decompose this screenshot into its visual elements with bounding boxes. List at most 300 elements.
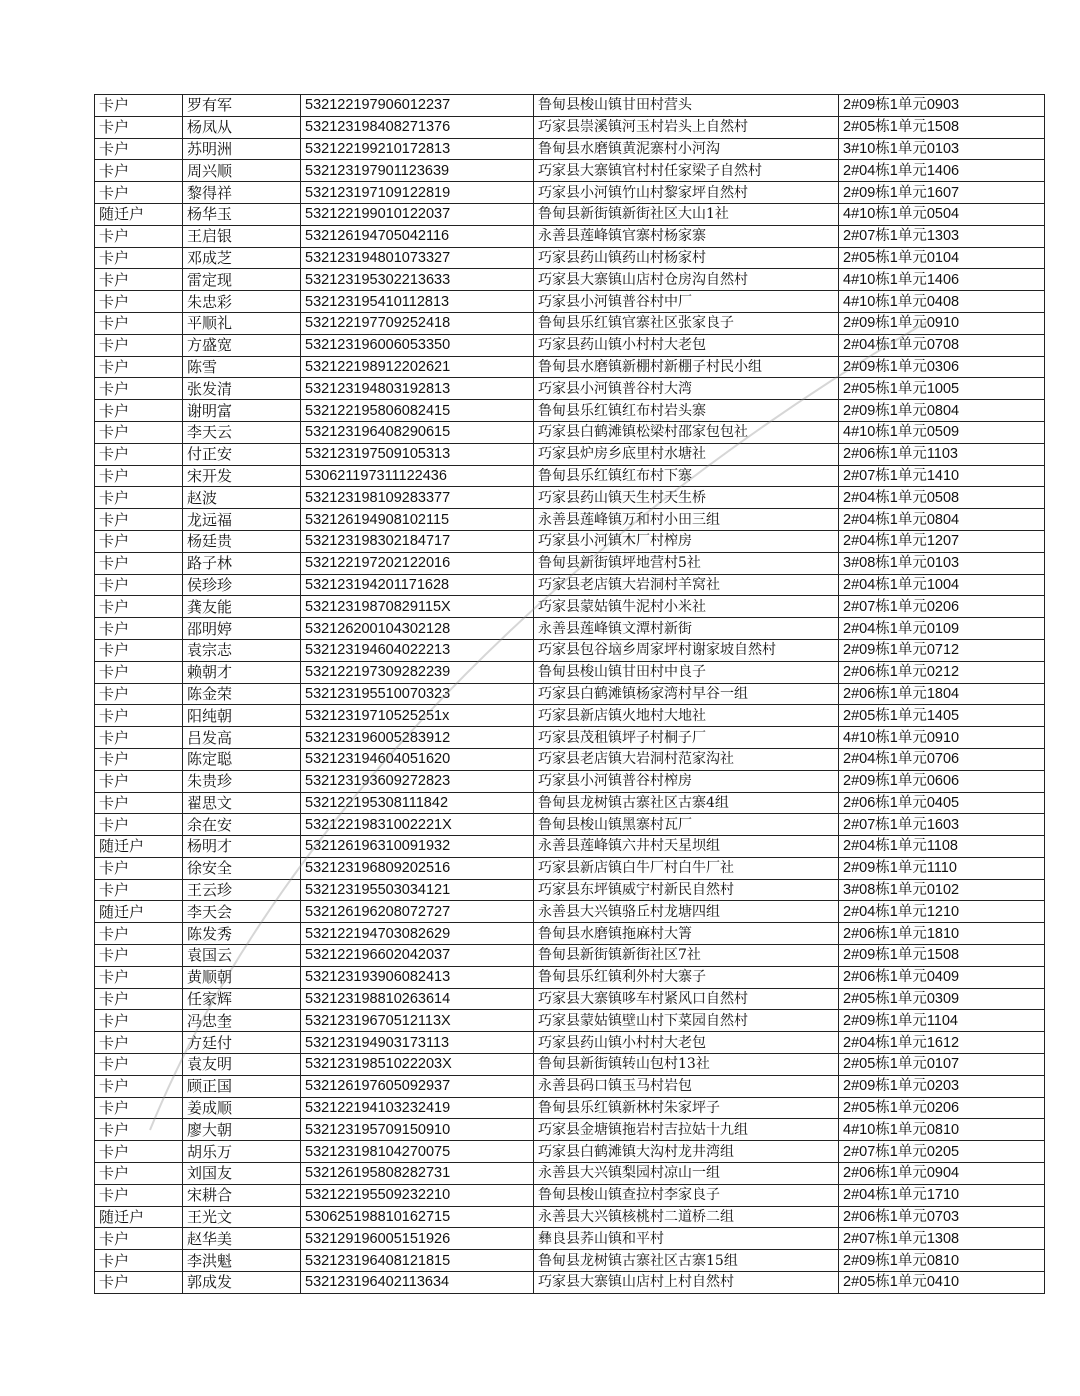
household-type-cell: 卡户 bbox=[95, 182, 183, 204]
household-type-cell: 卡户 bbox=[95, 618, 183, 640]
id-number-cell: 532123196408121815 bbox=[301, 1250, 534, 1272]
address-cell: 永善县码口镇玉马村岩包 bbox=[534, 1075, 839, 1097]
table-row bbox=[95, 1228, 1045, 1250]
table-body bbox=[95, 95, 1045, 1294]
id-number-cell: 532123197901123639 bbox=[301, 160, 534, 182]
name-cell: 朱忠彩 bbox=[183, 291, 301, 313]
table-row bbox=[95, 923, 1045, 945]
table-row bbox=[95, 683, 1045, 705]
address-cell: 永善县莲峰镇文潭村新街 bbox=[534, 618, 839, 640]
household-type-cell: 卡户 bbox=[95, 574, 183, 596]
household-type-cell: 卡户 bbox=[95, 443, 183, 465]
table-row bbox=[95, 182, 1045, 204]
id-number-cell: 532123196005283912 bbox=[301, 727, 534, 749]
household-type-cell: 随迁户 bbox=[95, 836, 183, 858]
table-row bbox=[95, 814, 1045, 836]
name-cell: 朱贵珍 bbox=[183, 770, 301, 792]
household-type-cell: 卡户 bbox=[95, 748, 183, 770]
room-cell: 2#09栋1单元0712 bbox=[839, 639, 1045, 661]
id-number-cell: 53212319851022203X bbox=[301, 1054, 534, 1076]
address-cell: 巧家县白鹤滩镇松梁村邵家包包社 bbox=[534, 421, 839, 443]
room-cell: 2#09栋1单元1104 bbox=[839, 1010, 1045, 1032]
address-cell: 巧家县新店镇火地村大地社 bbox=[534, 705, 839, 727]
table-row bbox=[95, 1272, 1045, 1294]
name-cell: 郭成发 bbox=[183, 1272, 301, 1294]
room-cell: 2#04栋1单元1207 bbox=[839, 530, 1045, 552]
address-cell: 巧家县新店镇白牛厂村白牛厂社 bbox=[534, 857, 839, 879]
household-type-cell: 卡户 bbox=[95, 1163, 183, 1185]
table-row bbox=[95, 857, 1045, 879]
room-cell: 2#04栋1单元1710 bbox=[839, 1184, 1045, 1206]
household-type-cell: 卡户 bbox=[95, 945, 183, 967]
address-cell: 巧家县包谷垴乡周家坪村谢家坡自然村 bbox=[534, 639, 839, 661]
name-cell: 刘国友 bbox=[183, 1163, 301, 1185]
room-cell: 2#05栋1单元0410 bbox=[839, 1272, 1045, 1294]
room-cell: 2#04栋1单元1406 bbox=[839, 160, 1045, 182]
room-cell: 2#07栋1单元0206 bbox=[839, 596, 1045, 618]
address-cell: 永善县莲峰镇官寨村杨家寨 bbox=[534, 225, 839, 247]
table-row bbox=[95, 291, 1045, 313]
address-cell: 巧家县大寨镇山店村仓房沟自然村 bbox=[534, 269, 839, 291]
address-cell: 巧家县茂租镇坪子村桐子厂 bbox=[534, 727, 839, 749]
household-type-cell: 卡户 bbox=[95, 1184, 183, 1206]
table-row bbox=[95, 1032, 1045, 1054]
room-cell: 2#09栋1单元1508 bbox=[839, 945, 1045, 967]
address-cell: 巧家县小河镇竹山村黎家坪自然村 bbox=[534, 182, 839, 204]
table-row bbox=[95, 552, 1045, 574]
room-cell: 2#05栋1单元1508 bbox=[839, 116, 1045, 138]
household-type-cell: 随迁户 bbox=[95, 203, 183, 225]
household-type-cell: 卡户 bbox=[95, 312, 183, 334]
household-type-cell: 卡户 bbox=[95, 116, 183, 138]
room-cell: 2#04栋1单元1210 bbox=[839, 901, 1045, 923]
name-cell: 袁宗志 bbox=[183, 639, 301, 661]
household-type-cell: 卡户 bbox=[95, 509, 183, 531]
name-cell: 袁国云 bbox=[183, 945, 301, 967]
name-cell: 冯忠奎 bbox=[183, 1010, 301, 1032]
id-number-cell: 532126194705042116 bbox=[301, 225, 534, 247]
name-cell: 王光文 bbox=[183, 1206, 301, 1228]
room-cell: 4#10栋1单元0910 bbox=[839, 727, 1045, 749]
room-cell: 2#06栋1单元1103 bbox=[839, 443, 1045, 465]
address-cell: 鲁甸县新街镇新街社区大山1社 bbox=[534, 203, 839, 225]
household-type-cell: 卡户 bbox=[95, 334, 183, 356]
name-cell: 顾正国 bbox=[183, 1075, 301, 1097]
address-cell: 巧家县大寨镇哆车村紧风口自然村 bbox=[534, 988, 839, 1010]
name-cell: 徐安全 bbox=[183, 857, 301, 879]
id-number-cell: 532122197906012237 bbox=[301, 95, 534, 117]
id-number-cell: 532126200104302128 bbox=[301, 618, 534, 640]
name-cell: 黎得祥 bbox=[183, 182, 301, 204]
table-row bbox=[95, 160, 1045, 182]
room-cell: 2#06栋1单元1810 bbox=[839, 923, 1045, 945]
table-row bbox=[95, 1141, 1045, 1163]
room-cell: 2#07栋1单元1410 bbox=[839, 465, 1045, 487]
room-cell: 2#09栋1单元0606 bbox=[839, 770, 1045, 792]
address-cell: 鲁甸县梭山镇查拉村李家良子 bbox=[534, 1184, 839, 1206]
table-row bbox=[95, 1054, 1045, 1076]
table-row bbox=[95, 443, 1045, 465]
room-cell: 2#09栋1单元0903 bbox=[839, 95, 1045, 117]
table-row bbox=[95, 1010, 1045, 1032]
table-row bbox=[95, 727, 1045, 749]
room-cell: 3#08栋1单元0102 bbox=[839, 879, 1045, 901]
address-cell: 鲁甸县龙树镇古寨社区古寨4组 bbox=[534, 792, 839, 814]
room-cell: 2#06栋1单元0212 bbox=[839, 661, 1045, 683]
table-row bbox=[95, 138, 1045, 160]
household-type-cell: 卡户 bbox=[95, 1097, 183, 1119]
room-cell: 2#06栋1单元0703 bbox=[839, 1206, 1045, 1228]
id-number-cell: 532122196602042037 bbox=[301, 945, 534, 967]
room-cell: 2#09栋1单元1607 bbox=[839, 182, 1045, 204]
address-cell: 鲁甸县梭山镇甘田村营头 bbox=[534, 95, 839, 117]
address-cell: 巧家县白鹤滩镇大沟村龙井湾组 bbox=[534, 1141, 839, 1163]
table-row bbox=[95, 1119, 1045, 1141]
table-row bbox=[95, 530, 1045, 552]
table-row bbox=[95, 378, 1045, 400]
address-cell: 巧家县药山镇小村村大老包 bbox=[534, 1032, 839, 1054]
name-cell: 王云珍 bbox=[183, 879, 301, 901]
address-cell: 巧家县蒙姑镇牛泥村小米社 bbox=[534, 596, 839, 618]
household-type-cell: 卡户 bbox=[95, 356, 183, 378]
room-cell: 4#10栋1单元0810 bbox=[839, 1119, 1045, 1141]
table-row bbox=[95, 269, 1045, 291]
table-row bbox=[95, 945, 1045, 967]
room-cell: 2#06栋1单元0409 bbox=[839, 966, 1045, 988]
room-cell: 2#09栋1单元0810 bbox=[839, 1250, 1045, 1272]
table-row bbox=[95, 988, 1045, 1010]
table-row bbox=[95, 247, 1045, 269]
table-row bbox=[95, 225, 1045, 247]
room-cell: 2#09栋1单元0804 bbox=[839, 400, 1045, 422]
table-row bbox=[95, 487, 1045, 509]
room-cell: 2#05栋1单元1005 bbox=[839, 378, 1045, 400]
id-number-cell: 532122197202122016 bbox=[301, 552, 534, 574]
household-type-cell: 卡户 bbox=[95, 1010, 183, 1032]
room-cell: 4#10栋1单元0509 bbox=[839, 421, 1045, 443]
id-number-cell: 532122195509232210 bbox=[301, 1184, 534, 1206]
name-cell: 姜成顺 bbox=[183, 1097, 301, 1119]
table-row bbox=[95, 1250, 1045, 1272]
id-number-cell: 532126196310091932 bbox=[301, 836, 534, 858]
household-type-cell: 卡户 bbox=[95, 639, 183, 661]
id-number-cell: 532123194803192813 bbox=[301, 378, 534, 400]
household-type-cell: 卡户 bbox=[95, 247, 183, 269]
room-cell: 4#10栋1单元0504 bbox=[839, 203, 1045, 225]
household-type-cell: 卡户 bbox=[95, 1141, 183, 1163]
id-number-cell: 532123194604051620 bbox=[301, 748, 534, 770]
id-number-cell: 532122195308111842 bbox=[301, 792, 534, 814]
table-row bbox=[95, 400, 1045, 422]
address-cell: 巧家县炉房乡底里村水塘社 bbox=[534, 443, 839, 465]
table-row bbox=[95, 116, 1045, 138]
name-cell: 张发清 bbox=[183, 378, 301, 400]
id-number-cell: 532123198302184717 bbox=[301, 530, 534, 552]
room-cell: 2#09栋1单元0306 bbox=[839, 356, 1045, 378]
household-type-cell: 卡户 bbox=[95, 225, 183, 247]
id-number-cell: 532123193609272823 bbox=[301, 770, 534, 792]
name-cell: 胡乐万 bbox=[183, 1141, 301, 1163]
table-row bbox=[95, 465, 1045, 487]
room-cell: 3#08栋1单元0103 bbox=[839, 552, 1045, 574]
address-cell: 鲁甸县乐红镇官寨社区张家良子 bbox=[534, 312, 839, 334]
name-cell: 邓成芝 bbox=[183, 247, 301, 269]
table-row bbox=[95, 1184, 1045, 1206]
name-cell: 方廷付 bbox=[183, 1032, 301, 1054]
table-row bbox=[95, 748, 1045, 770]
household-type-cell: 卡户 bbox=[95, 727, 183, 749]
address-cell: 巧家县老店镇大岩洞村范家沟社 bbox=[534, 748, 839, 770]
name-cell: 杨廷贵 bbox=[183, 530, 301, 552]
id-number-cell: 532122198912202621 bbox=[301, 356, 534, 378]
household-type-cell: 卡户 bbox=[95, 269, 183, 291]
address-cell: 永善县大兴镇梨园村凉山一组 bbox=[534, 1163, 839, 1185]
room-cell: 2#04栋1单元0706 bbox=[839, 748, 1045, 770]
name-cell: 陈雪 bbox=[183, 356, 301, 378]
name-cell: 雷定现 bbox=[183, 269, 301, 291]
name-cell: 龙远福 bbox=[183, 509, 301, 531]
address-cell: 彝良县荞山镇和平村 bbox=[534, 1228, 839, 1250]
address-cell: 鲁甸县乐红镇红布村岩头寨 bbox=[534, 400, 839, 422]
room-cell: 2#06栋1单元0405 bbox=[839, 792, 1045, 814]
id-number-cell: 532129196005151926 bbox=[301, 1228, 534, 1250]
household-type-cell: 卡户 bbox=[95, 770, 183, 792]
id-number-cell: 532122194103232419 bbox=[301, 1097, 534, 1119]
room-cell: 2#04栋1单元1108 bbox=[839, 836, 1045, 858]
id-number-cell: 53212319710525251x bbox=[301, 705, 534, 727]
id-number-cell: 532126197605092937 bbox=[301, 1075, 534, 1097]
name-cell: 龚友能 bbox=[183, 596, 301, 618]
household-type-cell: 卡户 bbox=[95, 923, 183, 945]
name-cell: 翟思文 bbox=[183, 792, 301, 814]
room-cell: 2#06栋1单元0904 bbox=[839, 1163, 1045, 1185]
room-cell: 2#05栋1单元0309 bbox=[839, 988, 1045, 1010]
household-type-cell: 卡户 bbox=[95, 1119, 183, 1141]
id-number-cell: 532123196006053350 bbox=[301, 334, 534, 356]
address-cell: 巧家县崇溪镇河玉村岩头上自然村 bbox=[534, 116, 839, 138]
id-number-cell: 53212219831002221X bbox=[301, 814, 534, 836]
address-cell: 巧家县大寨镇山店村上村自然村 bbox=[534, 1272, 839, 1294]
address-cell: 巧家县金塘镇拖岩村吉拉姑十九组 bbox=[534, 1119, 839, 1141]
id-number-cell: 532123198104270075 bbox=[301, 1141, 534, 1163]
id-number-cell: 532123195510070323 bbox=[301, 683, 534, 705]
id-number-cell: 53212319670512113X bbox=[301, 1010, 534, 1032]
table-row bbox=[95, 574, 1045, 596]
address-cell: 鲁甸县新街镇坪地营村5社 bbox=[534, 552, 839, 574]
address-cell: 巧家县小河镇木厂村榨房 bbox=[534, 530, 839, 552]
household-type-cell: 卡户 bbox=[95, 1272, 183, 1294]
address-cell: 巧家县小河镇普谷村榨房 bbox=[534, 770, 839, 792]
name-cell: 付正安 bbox=[183, 443, 301, 465]
household-type-cell: 卡户 bbox=[95, 988, 183, 1010]
table-row bbox=[95, 879, 1045, 901]
name-cell: 赵波 bbox=[183, 487, 301, 509]
id-number-cell: 530621197311122436 bbox=[301, 465, 534, 487]
id-number-cell: 532122199010122037 bbox=[301, 203, 534, 225]
name-cell: 袁友明 bbox=[183, 1054, 301, 1076]
id-number-cell: 532123195503034121 bbox=[301, 879, 534, 901]
name-cell: 赵华美 bbox=[183, 1228, 301, 1250]
id-number-cell: 532123195302213633 bbox=[301, 269, 534, 291]
room-cell: 4#10栋1单元0408 bbox=[839, 291, 1045, 313]
address-cell: 巧家县药山镇药山村杨家村 bbox=[534, 247, 839, 269]
id-number-cell: 532122197309282239 bbox=[301, 661, 534, 683]
household-type-cell: 卡户 bbox=[95, 1228, 183, 1250]
household-type-cell: 卡户 bbox=[95, 857, 183, 879]
name-cell: 杨华玉 bbox=[183, 203, 301, 225]
room-cell: 4#10栋1单元1406 bbox=[839, 269, 1045, 291]
table-row bbox=[95, 901, 1045, 923]
name-cell: 平顺礼 bbox=[183, 312, 301, 334]
name-cell: 陈金荣 bbox=[183, 683, 301, 705]
address-cell: 巧家县药山镇小村村大老包 bbox=[534, 334, 839, 356]
room-cell: 2#04栋1单元1612 bbox=[839, 1032, 1045, 1054]
address-cell: 鲁甸县乐红镇红布村下寨 bbox=[534, 465, 839, 487]
table-row bbox=[95, 792, 1045, 814]
room-cell: 2#09栋1单元1110 bbox=[839, 857, 1045, 879]
name-cell: 谢明富 bbox=[183, 400, 301, 422]
table-row bbox=[95, 639, 1045, 661]
address-cell: 巧家县老店镇大岩洞村羊窝社 bbox=[534, 574, 839, 596]
table-row bbox=[95, 661, 1045, 683]
household-type-cell: 卡户 bbox=[95, 1250, 183, 1272]
id-number-cell: 532123198408271376 bbox=[301, 116, 534, 138]
address-cell: 鲁甸县龙树镇古寨社区古寨15组 bbox=[534, 1250, 839, 1272]
name-cell: 李天会 bbox=[183, 901, 301, 923]
name-cell: 陈定聪 bbox=[183, 748, 301, 770]
address-cell: 鲁甸县水磨镇新棚村新棚子村民小组 bbox=[534, 356, 839, 378]
household-type-cell: 卡户 bbox=[95, 291, 183, 313]
room-cell: 2#07栋1单元1603 bbox=[839, 814, 1045, 836]
id-number-cell: 532123195410112813 bbox=[301, 291, 534, 313]
room-cell: 2#05栋1单元1405 bbox=[839, 705, 1045, 727]
household-type-cell: 卡户 bbox=[95, 596, 183, 618]
address-cell: 鲁甸县新街镇转山包村13社 bbox=[534, 1054, 839, 1076]
household-type-cell: 卡户 bbox=[95, 814, 183, 836]
id-number-cell: 532123196408290615 bbox=[301, 421, 534, 443]
id-number-cell: 532123197109122819 bbox=[301, 182, 534, 204]
relocation-register-table bbox=[94, 94, 1045, 1294]
address-cell: 鲁甸县乐红镇利外村大寨子 bbox=[534, 966, 839, 988]
name-cell: 罗有军 bbox=[183, 95, 301, 117]
room-cell: 2#09栋1单元0910 bbox=[839, 312, 1045, 334]
name-cell: 阳纯朝 bbox=[183, 705, 301, 727]
household-type-cell: 卡户 bbox=[95, 683, 183, 705]
id-number-cell: 532123194604022213 bbox=[301, 639, 534, 661]
address-cell: 巧家县东坪镇威宁村新民自然村 bbox=[534, 879, 839, 901]
address-cell: 巧家县药山镇天生村天生桥 bbox=[534, 487, 839, 509]
room-cell: 2#09栋1单元0203 bbox=[839, 1075, 1045, 1097]
address-cell: 永善县莲峰镇万和村小田三组 bbox=[534, 509, 839, 531]
room-cell: 2#07栋1单元0205 bbox=[839, 1141, 1045, 1163]
name-cell: 黄顺朝 bbox=[183, 966, 301, 988]
id-number-cell: 532123198109283377 bbox=[301, 487, 534, 509]
table-row bbox=[95, 705, 1045, 727]
id-number-cell: 532126194908102115 bbox=[301, 509, 534, 531]
name-cell: 路子林 bbox=[183, 552, 301, 574]
address-cell: 鲁甸县新街镇新街社区7社 bbox=[534, 945, 839, 967]
id-number-cell: 532123194903173113 bbox=[301, 1032, 534, 1054]
name-cell: 赖朝才 bbox=[183, 661, 301, 683]
id-number-cell: 532123195709150910 bbox=[301, 1119, 534, 1141]
address-cell: 巧家县小河镇普谷村中厂 bbox=[534, 291, 839, 313]
table-row bbox=[95, 596, 1045, 618]
table-row bbox=[95, 203, 1045, 225]
room-cell: 2#04栋1单元1004 bbox=[839, 574, 1045, 596]
household-type-cell: 卡户 bbox=[95, 1075, 183, 1097]
room-cell: 3#10栋1单元0103 bbox=[839, 138, 1045, 160]
name-cell: 任家辉 bbox=[183, 988, 301, 1010]
household-type-cell: 卡户 bbox=[95, 95, 183, 117]
room-cell: 2#07栋1单元1308 bbox=[839, 1228, 1045, 1250]
household-type-cell: 卡户 bbox=[95, 160, 183, 182]
table-row bbox=[95, 618, 1045, 640]
name-cell: 余在安 bbox=[183, 814, 301, 836]
id-number-cell: 532122199210172813 bbox=[301, 138, 534, 160]
household-type-cell: 卡户 bbox=[95, 487, 183, 509]
id-number-cell: 532123194201171628 bbox=[301, 574, 534, 596]
address-cell: 鲁甸县乐红镇新林村朱家坪子 bbox=[534, 1097, 839, 1119]
name-cell: 邵明婷 bbox=[183, 618, 301, 640]
name-cell: 李洪魁 bbox=[183, 1250, 301, 1272]
table-row bbox=[95, 509, 1045, 531]
room-cell: 2#04栋1单元0804 bbox=[839, 509, 1045, 531]
table-row bbox=[95, 1163, 1045, 1185]
table-row bbox=[95, 356, 1045, 378]
address-cell: 永善县大兴镇核桃村二道桥二组 bbox=[534, 1206, 839, 1228]
id-number-cell: 532122197709252418 bbox=[301, 312, 534, 334]
address-cell: 永善县莲峰镇六井村天星坝组 bbox=[534, 836, 839, 858]
household-type-cell: 卡户 bbox=[95, 966, 183, 988]
table-row bbox=[95, 1075, 1045, 1097]
household-type-cell: 卡户 bbox=[95, 705, 183, 727]
id-number-cell: 532122194703082629 bbox=[301, 923, 534, 945]
address-cell: 鲁甸县梭山镇甘田村中良子 bbox=[534, 661, 839, 683]
id-number-cell: 532123196809202516 bbox=[301, 857, 534, 879]
household-type-cell: 卡户 bbox=[95, 1032, 183, 1054]
address-cell: 巧家县蒙姑镇壁山村下菜园自然村 bbox=[534, 1010, 839, 1032]
household-type-cell: 卡户 bbox=[95, 792, 183, 814]
household-type-cell: 卡户 bbox=[95, 552, 183, 574]
table-row bbox=[95, 1206, 1045, 1228]
table-row bbox=[95, 836, 1045, 858]
name-cell: 侯珍珍 bbox=[183, 574, 301, 596]
address-cell: 巧家县小河镇普谷村大湾 bbox=[534, 378, 839, 400]
name-cell: 王启银 bbox=[183, 225, 301, 247]
household-type-cell: 卡户 bbox=[95, 465, 183, 487]
id-number-cell: 532126196208072727 bbox=[301, 901, 534, 923]
name-cell: 宋耕合 bbox=[183, 1184, 301, 1206]
name-cell: 吕发高 bbox=[183, 727, 301, 749]
name-cell: 方盛宽 bbox=[183, 334, 301, 356]
room-cell: 2#05栋1单元0104 bbox=[839, 247, 1045, 269]
id-number-cell: 532123196402113634 bbox=[301, 1272, 534, 1294]
id-number-cell: 532123197509105313 bbox=[301, 443, 534, 465]
name-cell: 宋开发 bbox=[183, 465, 301, 487]
name-cell: 苏明洲 bbox=[183, 138, 301, 160]
room-cell: 2#04栋1单元0508 bbox=[839, 487, 1045, 509]
household-type-cell: 卡户 bbox=[95, 421, 183, 443]
household-type-cell: 随迁户 bbox=[95, 1206, 183, 1228]
name-cell: 李天云 bbox=[183, 421, 301, 443]
id-number-cell: 532126195808282731 bbox=[301, 1163, 534, 1185]
household-type-cell: 卡户 bbox=[95, 1054, 183, 1076]
id-number-cell: 53212319870829115X bbox=[301, 596, 534, 618]
id-number-cell: 530625198810162715 bbox=[301, 1206, 534, 1228]
name-cell: 周兴顺 bbox=[183, 160, 301, 182]
id-number-cell: 532123193906082413 bbox=[301, 966, 534, 988]
name-cell: 杨凤从 bbox=[183, 116, 301, 138]
